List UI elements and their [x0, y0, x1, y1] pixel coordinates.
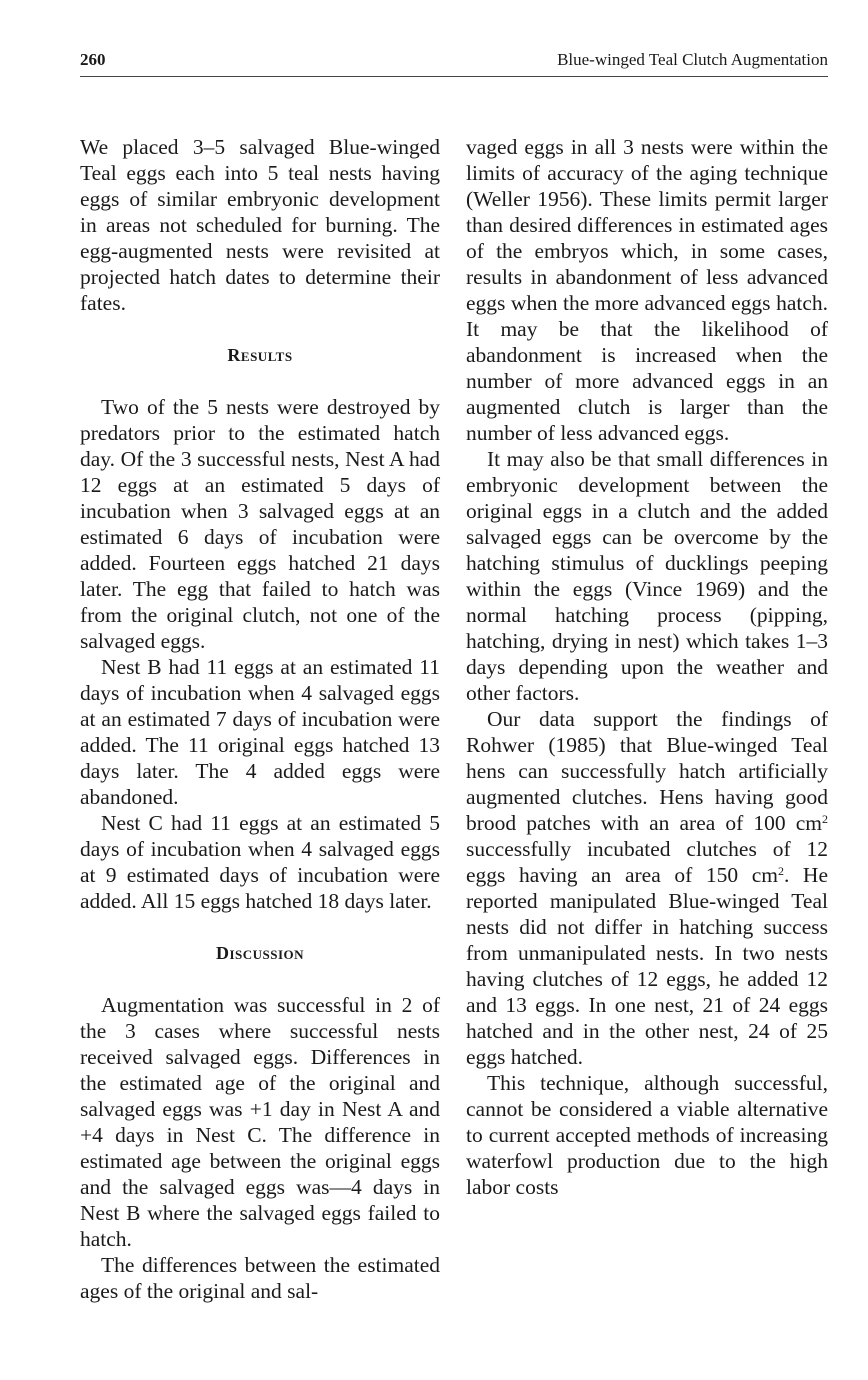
discussion-paragraph-2-start: The differences between the estimated ages of the original and sal-: [80, 1253, 440, 1303]
results-heading: Results: [227, 345, 293, 365]
discussion-heading: Discussion: [215, 943, 305, 963]
running-head: [80, 50, 828, 77]
intro-paragraph: We placed 3–5 salvaged Blue-winged Teal eggs each into 5 teal nests having eggs of similar embryonic development in areas not scheduled for burning. The egg-augmented nests were revisited at projected hatch dates to determine their fates.: [80, 135, 440, 315]
superscript-squared: 2: [822, 812, 828, 826]
discussion-paragraph-4-part-c: . He reported manipulated Blue-winged Teal nests did not differ in hatching success from unmanipulated nests. In two nests having clutches of 12 eggs, he added 12 and 13 eggs. In one nest, 21 of 24 eggs hatched and in the other nest, 24 of 25 eggs hatched.: [466, 863, 829, 1069]
discussion-paragraph-1: Augmentation was successful in 2 of the 3 cases where successful nests received salvaged eggs. Differences in the estimated age of the original and salvaged eggs was +1 day in Nest A and +4 days in Nest C. The difference in estimated age between the original eggs and the salvaged eggs was—4 days in Nest B where the salvaged eggs failed to hatch.: [80, 993, 440, 1251]
page-number: 260: [80, 50, 106, 69]
discussion-paragraph-2-continued: vaged eggs in all 3 nests were within the limits of accuracy of the aging technique (Weller 1956). These limits permit larger than desired differences in estimated ages of the embryos which, in some cases, results in abandonment of less advanced eggs when the more advanced eggs hatch. It may be that the likelihood of abandonment is increased when the number of more advanced eggs in an augmented clutch is larger than the number of less advanced eggs.: [466, 135, 828, 445]
left-column: [80, 134, 440, 1304]
discussion-paragraph-4-part-a: Our data support the findings of Rohwer (1985) that Blue-winged Teal hens can successfully hatch artificially augmented clutches. Hens having good brood patches with an area of 100 cm: [466, 707, 828, 835]
superscript-squared: 2: [777, 864, 784, 878]
discussion-paragraph-4-part-b: successfully incubated clutches of 12 eggs having an area of 150 cm: [466, 837, 828, 887]
results-paragraph-1: Two of the 5 nests were destroyed by predators prior to the estimated hatch day. Of the 3 successful nests, Nest A had 12 eggs at an estimated 5 days of incubation when 3 salvaged eggs at an estimated 6 days of incubation were added. Fourteen eggs hatched 21 days later. The egg that failed to hatch was from the original clutch, not one of the salvaged eggs.: [80, 395, 440, 653]
running-title: Blue-winged Teal Clutch Augmentation: [557, 50, 828, 69]
discussion-paragraph-5: This technique, although successful, cannot be considered a viable alternative to current accepted methods of increasing waterfowl production due to the high labor costs: [466, 1071, 828, 1199]
discussion-paragraph-4: [466, 706, 828, 1070]
results-paragraph-2: Nest B had 11 eggs at an estimated 11 days of incubation when 4 salvaged eggs at an estimated 7 days of incubation were added. The 11 original eggs hatched 13 days later. The 4 added eggs were abandoned.: [80, 655, 440, 809]
right-column: [466, 134, 828, 1200]
results-paragraph-3: Nest C had 11 eggs at an estimated 5 days of incubation when 4 salvaged eggs at 9 estimated days of incubation were added. All 15 eggs hatched 18 days later.: [80, 811, 440, 913]
discussion-paragraph-3: It may also be that small differences in embryonic development between the original eggs in a clutch and the added salvaged eggs can be overcome by the hatching stimulus of ducklings peeping within the eggs (Vince 1969) and the normal hatching process (pipping, hatching, drying in nest) which takes 1–3 days depending upon the weather and other factors.: [466, 447, 828, 705]
